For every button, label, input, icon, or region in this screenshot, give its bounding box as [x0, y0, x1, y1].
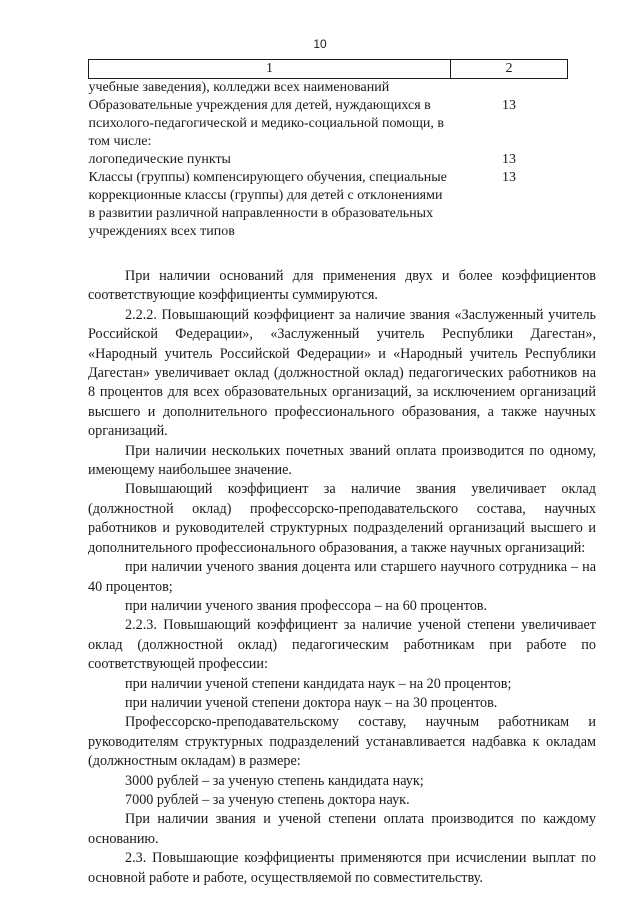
paragraph-2-2-3: 2.2.3. Повышающий коэффициент за наличие ученой степени увеличивает оклад (должностной оклад) педагогическим работникам при работе по соответствующей профессии: — [88, 617, 596, 673]
coefficient-table — [88, 59, 568, 241]
paragraph: 3000 рублей – за ученую степень кандидата наук; — [125, 772, 424, 789]
paragraph: при наличии ученой степени кандидата наук – на 20 процентов; — [125, 675, 512, 692]
row-value — [451, 79, 568, 98]
paragraph: при наличии ученого звания доцента или старшего научного сотрудника – на 40 процентов; — [88, 559, 596, 595]
page-number: 10 — [313, 37, 327, 51]
paragraph-2-2-2: 2.2.2. Повышающий коэффициент за наличие звания «Заслуженный учитель Российской Федерации», «Заслуженный учитель Республики Дагестан», «Народный учитель Российской Федерации» и «Народный учитель Республики Дагестан» увеличивает оклад (должностной оклад) педагогических работников на 8 процентов для всех образовательных организаций, за исключением организаций высшего и дополнительного профессионального образования, а также научных организаций. — [88, 306, 596, 440]
row-value: 13 — [502, 170, 516, 185]
column-header-1: 1 — [89, 60, 451, 79]
paragraph: При наличии оснований для применения двух и более коэффициентов соответствующие коэффициенты суммируются. — [88, 268, 596, 304]
paragraph: Профессорско-преподавательскому составу, научным работникам и руководителям структурных подразделений устанавливается надбавка к окладам (должностным окладам) в размере: — [88, 714, 596, 770]
row-description: логопедические пункты — [88, 152, 231, 167]
row-description: Образовательные учреждения для детей, нуждающихся в психолого-педагогической и медико-социальной помощи, в том числе: — [88, 98, 445, 149]
column-header-2: 2 — [451, 60, 568, 79]
paragraph: При наличии нескольких почетных званий оплата производится по одному, имеющему наибольшее значение. — [88, 442, 596, 479]
paragraph: при наличии ученой степени доктора наук – на 30 процентов. — [125, 694, 498, 711]
paragraph: при наличии ученого звания профессора – на 60 процентов. — [125, 597, 488, 614]
table-row — [89, 169, 568, 241]
table-row — [89, 97, 568, 151]
document-body — [88, 267, 596, 888]
row-value: 13 — [502, 152, 516, 167]
table-row — [89, 79, 568, 98]
paragraph: Повышающий коэффициент за наличие звания увеличивает оклад (должностной оклад) профессорско-преподавательского состава, научных работников и руководителей структурных подразделений организаций высшего и дополнительного профессионального образования, а также научных организаций: — [88, 481, 596, 556]
row-value: 13 — [502, 98, 516, 113]
row-description: Классы (группы) компенсирующего обучения, специальные коррекционные классы (группы) для детей с отклонениями в развитии различной направленности в образовательных учреждениях всех типов — [88, 170, 447, 239]
table-row — [89, 151, 568, 169]
paragraph: При наличии звания и ученой степени оплата производится по каждому основанию. — [88, 811, 596, 847]
paragraph-2-3: 2.3. Повышающие коэффициенты применяются при исчислении выплат по основной работе и работе, осуществляемой по совместительству. — [88, 850, 596, 886]
row-description: учебные заведения), колледжи всех наименований — [88, 80, 390, 95]
table-header-row — [89, 60, 568, 79]
paragraph: 7000 рублей – за ученую степень доктора наук. — [125, 791, 410, 808]
